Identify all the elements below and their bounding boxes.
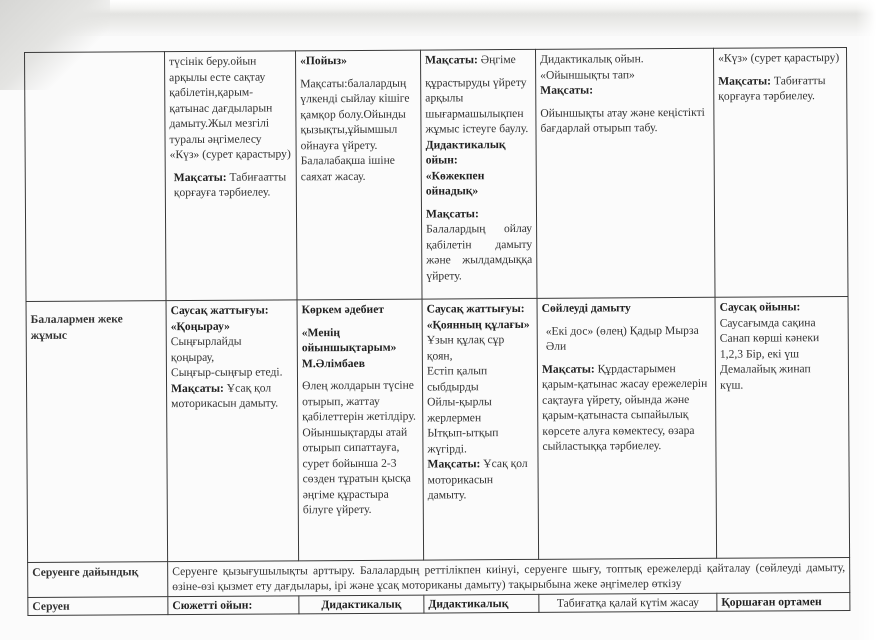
goal-text: Ұсақ қол моторикасын дамыту. [171,380,279,411]
goal-text: Балалардың ойлау қабілетін дамыту және жылдамдыққа үйрету. [426,221,533,283]
goal-label: Мақсаты: [425,206,479,221]
verse-line: Демалайық жинап [719,362,811,376]
table-row-walk [28,592,850,615]
goal-text: Ойыншықты атау және кеңістікті бағдарлай отырып табу. [540,105,705,135]
walk-activity: Дидактикалық [321,597,402,612]
walk-activity: Қоршаған ортамен [721,595,822,609]
goal-label-line [540,82,709,99]
walk-preparation-text: Серуенге қызығушылықты арттыру. Балалардың реттілікпен киінуі, серуенге шығу, топтық ережелерді қайталау (сөйлеуді дамыту, өзіне-өзі қызмет ету дағдылары, ірі және ұсақ моториканы дамыту) тақырыбына жеке әңгімелер өткізу [168,557,850,596]
goal-paragraph [425,52,531,68]
walk-cell-tuesday [299,595,424,614]
game-title: «Көжекпен ойнадық» [425,168,485,198]
subject-line [302,302,418,318]
activity-text: Дидактикалық ойын. «Ойыншықты тап» [540,52,644,82]
subject-title: Сөйлеуді дамыту [541,301,631,315]
poem-title-text: «Менің ойыншықтарым» М.Әлімбаев [301,325,397,370]
verse-line: Ойлы-қырлы [427,395,492,409]
verse-line: жүгірді. [427,441,467,456]
goal-text: Табиғаатты қорғауға тәрбиелеу. [173,169,287,200]
verse-line: Саусағымда сақина [719,315,816,330]
walk-cell-wednesday [424,594,539,613]
activity-text: Өлең жолдарын түсіне отырып, жаттау қабілеттерін жетілдіру. Ойыншықтарды атай отырып сипаттауға, сурет бойынша 2-3 сөзден тұратын қысқа әңгіме құрастыра білуге үйрету. [302,378,416,517]
verse-line: жерлермен [427,410,482,425]
verse-line: сыбдырды [427,379,479,394]
subject-line [542,300,711,317]
cell-friday [713,47,848,297]
goal-text: Табиғатты қорғауға тәрбиелеу. [718,73,826,103]
walk-activity: Дидактикалық [428,597,509,611]
game-title: Саусақ ойыны: [719,300,801,314]
walk-cell-friday [717,592,850,611]
cell-thursday [537,297,717,559]
game-label: Дидактикалық ойын: [425,137,506,167]
row-label-text: Балалармен жеке жұмыс [30,312,123,342]
cell-tuesday [297,299,424,561]
verse-line: Естіп қалып [426,364,488,378]
row-label-individual-work [26,301,168,563]
game-title: «Пойыз» [300,54,347,68]
goal-text: Ұсақ қол моторикасын дамыту. [427,456,528,502]
cell-wednesday [420,49,537,299]
cell-monday [166,300,299,562]
goal-text: Әңгіме [480,52,516,67]
goal-label: Мақсаты: [173,170,227,184]
goal-paragraph [170,169,292,201]
exercise-title: Саусақ жаттығуы: «Қоңырау» [170,303,269,333]
table-row-walk-preparation [28,557,850,597]
row-label-walk-preparation: Серуенге дайындық [28,562,168,598]
goal-label: Мақсаты: [427,457,481,471]
walk-cell-monday [168,596,299,615]
verse-line: қоңырау, [170,350,215,364]
walk-cell-thursday [539,593,717,612]
verse-line: Ұзын құлақ сұр [426,333,505,347]
verse-line: күш. [720,378,744,392]
verse-line: қоян, [426,348,453,363]
cell-friday [715,296,850,558]
goal-paragraph [718,73,842,105]
verse-line: 1,2,3 Бір, екі үш [719,346,800,361]
activity-text: түсінік беру.ойын арқылы есте сақтау қабілетін,қарым-қатынас дағдыларын дамыту.Жыл мезгілі туралы әңгімелесу «Күз» (сурет қарастыру) [169,54,291,162]
activity-text: Мақсаты:балалардың үлкенді сыйлау кішіге қамқор болу.Ойынды қызықты,ұйымшыл ойнауға үйрету. Балалабақша ішіне саяхат жасау. [300,76,410,183]
activity-title [300,53,416,69]
verse-line: Ытқып-ытқып [427,426,499,440]
table-row-individual-work [26,296,850,562]
table-row-continued [25,47,849,301]
row-label-cell [25,52,167,302]
lesson-plan-table [24,47,850,616]
cell-monday [165,51,298,301]
goal-paragraph [542,360,712,454]
cell-thursday [535,48,715,298]
scan-shadow-top [0,0,876,36]
verse-line: Сыңғыр-сыңғыр етеді. [170,365,283,380]
goal-paragraph-2 [426,205,532,283]
goal-label: Мақсаты: [171,381,224,395]
verse-line: Санап көрші кәнеки [719,331,820,345]
game-paragraph [426,136,532,199]
walk-activity: Табиғатқа қалай күтім жасау [556,595,699,610]
document-page [24,47,849,616]
activity-text: «Күз» (сурет қарастыру) [718,51,840,65]
verse-line: Сыңғырлайды [170,334,242,349]
scan-edge-right [856,0,876,640]
subject-title: Көркем әдебиет [301,302,385,317]
activity-text: құрастыруды үйрету арқылы шығармашылықпен жұмыс істеуге баулу. [425,75,529,136]
goal-label: Мақсаты: [718,73,772,88]
row-label-walk: Серуен [28,597,168,616]
walk-activity: Сюжетті ойын: [172,598,253,613]
goal-label: Мақсаты: [425,53,478,67]
poem-title [302,324,418,371]
goal-label: Мақсаты: [540,83,594,97]
exercise-title: Саусақ жаттығуы: «Қоянның құлағы» [426,301,530,332]
cell-tuesday [295,50,422,300]
goal-text: Құрдастарымен қарым-қатынас жасау ережелерін сақтауға үйрету, ойында және қарым-қатынаста сыпайылық көрсете алуға көмектесу, өзара сыйластыққа тәрбиелеу. [542,361,708,453]
poem-text: «Екі дос» (өлең) Қадыр Мырза Әли [545,323,699,353]
cell-wednesday [422,298,539,560]
goal-label: Мақсаты: [541,362,595,376]
